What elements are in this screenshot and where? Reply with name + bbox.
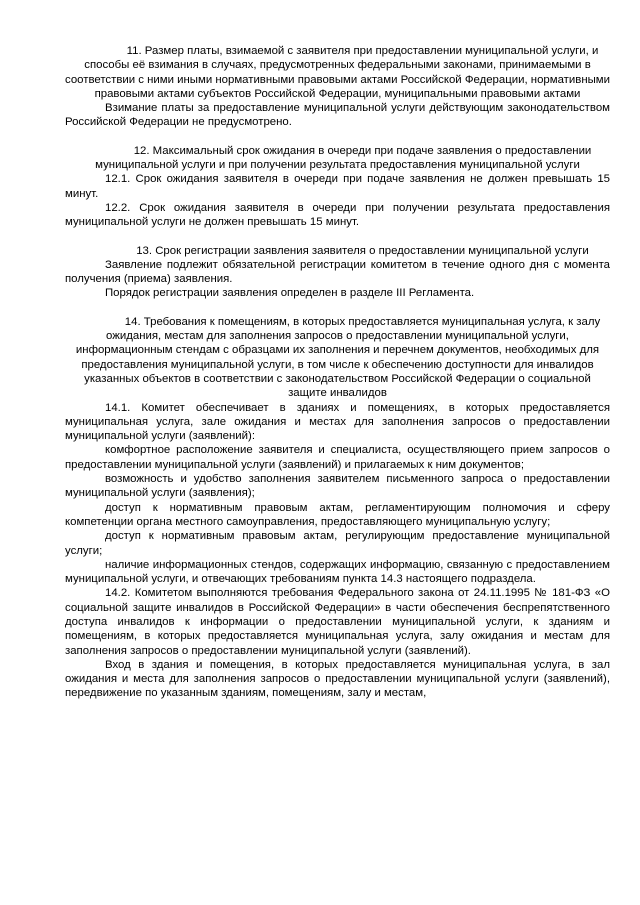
section-14-heading: 14. Требования к помещениям, в которых предоставляется муниципальная услуга, к залу ожидания, местам для заполнения запросов о предоставлении муниципальной услуги, информационным стендам с образцами их заполнения и перечнем документов, необходимых для предоставления муниципальной услуги, в том числе к обеспечению доступности для инвалидов указанных объектов в соответствии с законодательством Российской Федерации о социальной защите инвалидов — [75, 315, 601, 400]
section-14-paragraph-1: 14.1. Комитет обеспечивает в зданиях и помещениях, в которых предоставляется муниципальная услуга, зале ожидания и местах для заполнения запросов о предоставлении муниципальной услуги (заявлений): — [65, 401, 610, 443]
section-14-paragraph-8: Вход в здания и помещения, в которых предоставляется муниципальная услуга, в зал ожидания и места для заполнения запросов о предоставлении муниципальной услуги (заявлений), передвижение по указанным зданиям, помещениям, залу и местам, — [65, 658, 610, 700]
section-14-paragraph-5: доступ к нормативным правовым актам, регулирующим предоставление муниципальной услуги; — [65, 530, 610, 557]
section-13-heading: 13. Срок регистрации заявления заявителя о предоставлении муниципальной услуги — [136, 244, 589, 257]
section-14 — [65, 315, 610, 701]
spacer — [65, 130, 610, 144]
section-12-paragraph-2: 12.2. Срок ожидания заявителя в очереди при получении результата предоставления муниципальной услуги не должен превышать 15 минут. — [65, 201, 610, 229]
section-12 — [65, 144, 610, 230]
section-11-heading: 11. Размер платы, взимаемой с заявителя при предоставлении муниципальной услуги, и способы её взимания в случаях, предусмотренных федеральными законами, принимаемыми в соответствии с ними иными нормативными правовыми актами Российской Федерации, нормативными правовыми актами субъектов Российской Федерации, муниципальными правовыми актами — [65, 45, 610, 100]
spacer — [65, 301, 610, 315]
section-14-paragraph-7: 14.2. Комитетом выполняются требования Федерального закона от 24.11.1995 № 181-ФЗ «О социальной защите инвалидов в Российской Федерации» в части обеспечения беспрепятственного доступа инвалидов к информации о предоставлении муниципальной услуги, к зданиям и помещениям, в которых предоставляется муниципальная услуга, залу ожидания и местам для заполнения запросов о предоставлении муниципальной услуги (заявлений). — [65, 587, 610, 657]
section-14-paragraph-6: наличие информационных стендов, содержащих информацию, связанную с предоставлением муниципальной услуги, и отвечающих требованиям пункта 14.3 настоящего подраздела. — [65, 558, 610, 586]
section-11-paragraph-1: Взимание платы за предоставление муниципальной услуги действующим законодательством Российской Федерации не предусмотрено. — [65, 102, 610, 129]
section-13 — [65, 244, 610, 301]
section-14-paragraph-3: возможность и удобство заполнения заявителем письменного запроса о предоставлении муниципальной услуги (заявления); — [65, 473, 610, 500]
section-13-paragraph-1: Заявление подлежит обязательной регистрации комитетом в течение одного дня с момента получения (приема) заявления. — [65, 258, 610, 286]
section-14-paragraph-2: комфортное расположение заявителя и специалиста, осуществляющего прием запросов о предоставлении муниципальной услуги (заявлений) и прилагаемых к ним документов; — [65, 444, 610, 471]
section-11 — [65, 44, 610, 130]
section-12-paragraph-1: 12.1. Срок ожидания заявителя в очереди при подаче заявления не должен превышать 15 минут. — [65, 173, 610, 200]
document-page — [65, 44, 610, 701]
spacer — [65, 230, 610, 244]
section-12-heading: 12. Максимальный срок ожидания в очереди при подаче заявления о предоставлении муниципальной услуги и при получении результата предоставления муниципальной услуги — [95, 144, 592, 172]
section-13-paragraph-2: Порядок регистрации заявления определен в разделе III Регламента. — [105, 287, 475, 300]
section-14-paragraph-4: доступ к нормативным правовым актам, регламентирующим полномочия и сферу компетенции органа местного самоуправления, предоставляющего муниципальную услугу; — [65, 501, 610, 528]
